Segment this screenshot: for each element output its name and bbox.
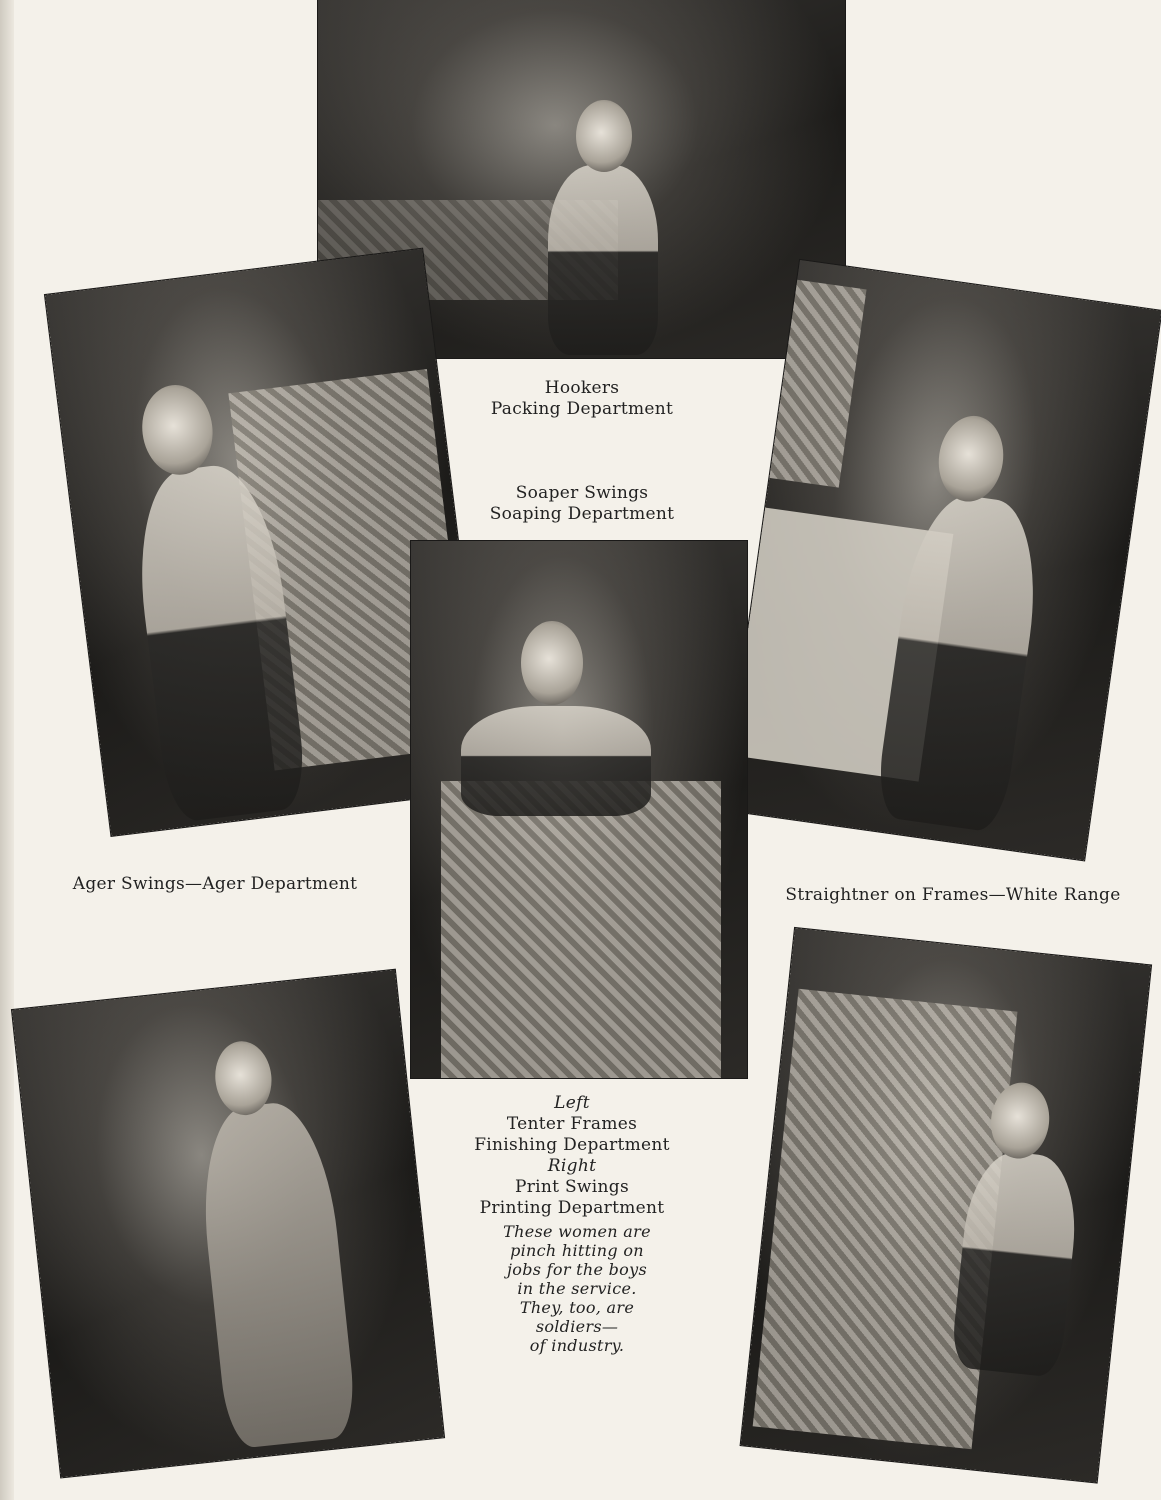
caption-right-label: Right: [547, 1156, 597, 1176]
caption-soaper: [462, 483, 702, 525]
note-line: of industry.: [529, 1336, 625, 1355]
photo-print-swings: [741, 928, 1151, 1483]
note-line: soldiers—: [535, 1317, 619, 1336]
photo-tenter-frames: [411, 541, 747, 1078]
page-binding-edge: [0, 0, 14, 1500]
caption-straightner: [768, 885, 1138, 906]
caption-right-line1: Print Swings: [515, 1177, 629, 1197]
note-line: These women are: [503, 1222, 651, 1241]
caption-center-block: [452, 1093, 692, 1219]
caption-hookers: [472, 378, 692, 420]
photo-straightner: [723, 260, 1161, 860]
note-line: in the service.: [517, 1279, 637, 1298]
note-line: jobs for the boys: [507, 1260, 647, 1279]
caption-left-label: Left: [554, 1093, 590, 1113]
caption-soaper-line1: Soaper Swings: [515, 483, 649, 503]
caption-hookers-line2: Packing Department: [490, 399, 674, 419]
caption-straightner-text: Straightner on Frames—White Range: [785, 885, 1121, 905]
caption-left-line1: Tenter Frames: [506, 1114, 638, 1134]
photo-tenter-worker: [12, 970, 444, 1478]
caption-hookers-line1: Hookers: [544, 378, 620, 398]
caption-soaper-line2: Soaping Department: [489, 504, 675, 524]
note-line: They, too, are: [519, 1298, 635, 1317]
caption-left-line2: Finishing Department: [474, 1135, 670, 1155]
caption-ager: [60, 874, 370, 895]
caption-right-line2: Printing Department: [479, 1198, 665, 1218]
caption-ager-text: Ager Swings—Ager Department: [72, 874, 358, 894]
note-line: pinch hitting on: [510, 1241, 644, 1260]
caption-note: [472, 1222, 682, 1355]
